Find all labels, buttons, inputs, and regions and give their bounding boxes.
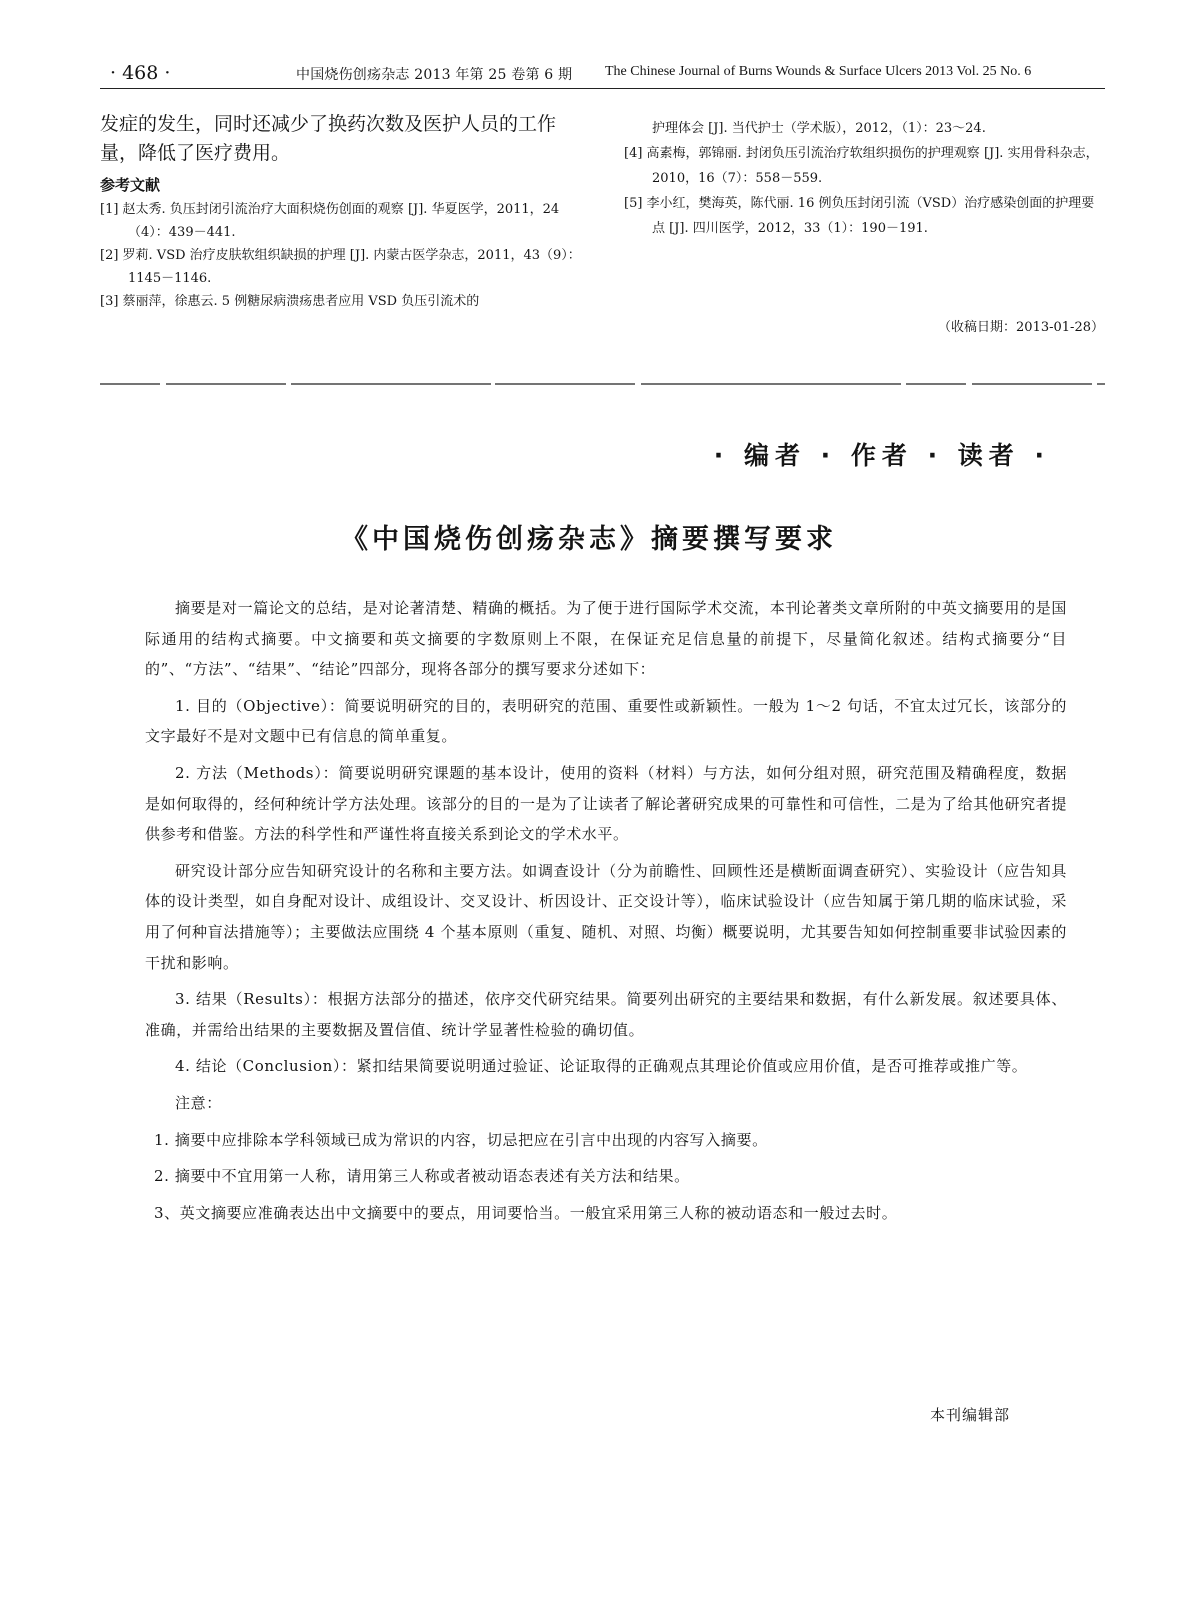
section-separator	[100, 383, 1105, 385]
reference-1: [1] 赵太秀. 负压封闭引流治疗大面积烧伤创面的观察 [J]. 华夏医学，2011，24（4）：439－441.	[100, 202, 560, 240]
reference-2: [2] 罗莉. VSD 治疗皮肤软组织缺损的护理 [J]. 内蒙古医学杂志，2011，43（9）：1145－1146.	[100, 248, 581, 286]
reference-3: [3] 蔡丽萍，徐惠云. 5 例糖尿病溃疡患者应用 VSD 负压引流术的	[100, 294, 480, 309]
methods-paragraph: 2. 方法（Methods）：简要说明研究课题的基本设计，使用的资料（材料）与方法，如何分组对照，研究范围及精确程度，数据是如何取得的，经何种统计学方法处理。该部分的目的一是为了让读者了解论著研究成果的可靠性和可信性，二是为了给其他研究者提供参考和借鉴。方法的科学性和严谨性将直接关系到论文的学术水平。	[145, 763, 1067, 844]
reference-5: [5] 李小红，樊海英，陈代丽. 16 例负压封闭引流（VSD）治疗感染创面的护理要点 [J]. 四川医学，2012，33（1）：190－191.	[624, 196, 1095, 236]
objective-paragraph: 1. 目的（Objective）：简要说明研究的目的，表明研究的范围、重要性或新颖性。一般为 1～2 句话，不宜太过冗长，该部分的文字最好不是对文题中已有信息的简单重复。	[145, 696, 1067, 746]
journal-title-cn: 中国烧伤创疡杂志 2013 年第 25 卷第 6 期	[296, 67, 573, 83]
page-number: · 468 ·	[110, 62, 171, 84]
note-item-1: 1. 摘要中应排除本学科领域已成为常识的内容，切忌把应在引言中出现的内容写入摘要。	[154, 1130, 768, 1149]
received-date: （收稿日期：2013-01-28）	[938, 320, 1104, 335]
right-column	[624, 116, 1104, 241]
reference-3-continued: 护理体会 [J]. 当代护士（学术版），2012，（1）：23～24.	[652, 121, 986, 136]
section-label: · 编者 · 作者 · 读者 ·	[713, 441, 1050, 470]
references-title: 参考文献	[100, 176, 161, 194]
note-label: 注意：	[175, 1093, 222, 1112]
note-item-3: 3、英文摘要应准确表达出中文摘要中的要点，用词要恰当。一般宜采用第三人称的被动语态和一般过去时。	[154, 1203, 898, 1222]
note-item-2: 2. 摘要中不宜用第一人称，请用第三人称或者被动语态表述有关方法和结果。	[154, 1167, 690, 1186]
journal-title-en: The Chinese Journal of Burns Wounds & Surface Ulcers 2013 Vol. 25 No. 6	[605, 64, 1032, 79]
notice-body	[145, 593, 1067, 1234]
reference-4: [4] 高素梅，郭锦丽. 封闭负压引流治疗软组织损伤的护理观察 [J]. 实用骨科杂志，2010，16（7）：558－559.	[624, 146, 1099, 186]
header-rule	[100, 88, 1105, 89]
lead-paragraph: 发症的发生，同时还减少了换药次数及医护人员的工作量，降低了医疗费用。	[100, 113, 557, 164]
conclusion-paragraph: 4. 结论（Conclusion）：紧扣结果简要说明通过验证、论证取得的正确观点其理论价值或应用价值，是否可推荐或推广等。	[175, 1057, 1028, 1076]
intro-paragraph: 摘要是对一篇论文的总结，是对论著清楚、精确的概括。为了便于进行国际学术交流，本刊论著类文章所附的中英文摘要用的是国际通用的结构式摘要。中文摘要和英文摘要的字数原则上不限，在保证充足信息量的前提下，尽量简化叙述。结构式摘要分“目的”、“方法”、“结果”、“结论”四部分，现将各部分的撰写要求分述如下：	[145, 599, 1067, 679]
left-column	[100, 110, 590, 313]
results-paragraph: 3. 结果（Results）：根据方法部分的描述，依序交代研究结果。简要列出研究的主要结果和数据，有什么新发展。叙述要具体、准确，并需给出结果的主要数据及置信值、统计学显著性检验的确切值。	[145, 990, 1067, 1039]
notice-title: 《中国烧伤创疡杂志》摘要撰写要求	[341, 524, 837, 555]
study-design-paragraph: 研究设计部分应告知研究设计的名称和主要方法。如调查设计（分为前瞻性、回顾性还是横断面调查研究）、实验设计（应告知具体的设计类型，如自身配对设计、成组设计、交叉设计、析因设计、正交设计等），临床试验设计（应告知属于第几期的临床试验，采用了何种盲法措施等）；主要做法应围绕 4 个基本原则（重复、随机、对照、均衡）概要说明，尤其要告知如何控制重要非试验因素的干扰和影响。	[145, 861, 1067, 972]
editorial-signature: 本刊编辑部	[929, 1406, 1010, 1424]
